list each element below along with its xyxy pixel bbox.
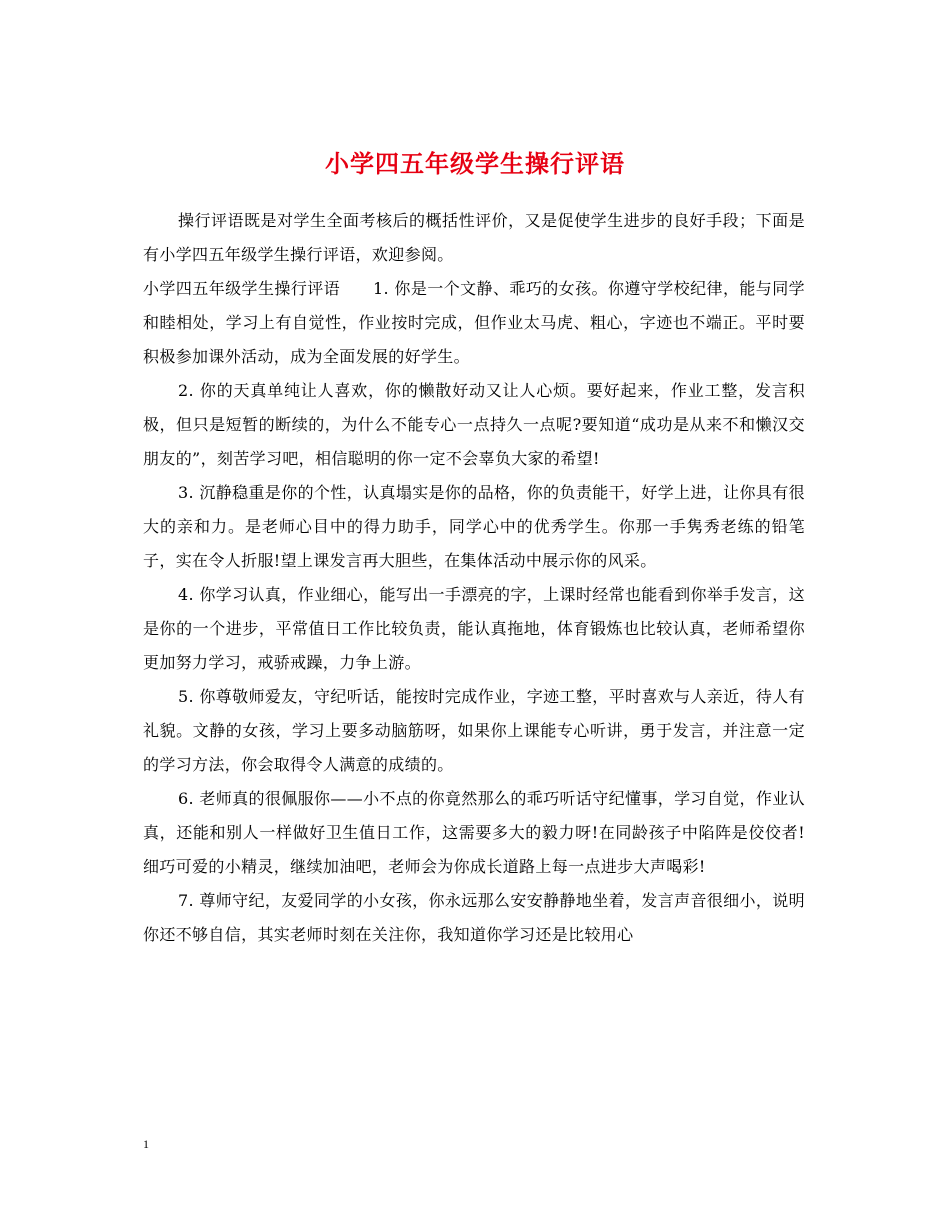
page-number: 1 — [143, 1137, 149, 1151]
comment-paragraph-2: 2. 你的天真单纯让人喜欢，你的懒散好动又让人心烦。要好起来，作业工整，发言积极，但只是短暂的断续的，为什么不能专心一点持久一点呢?要知道“成功是从来不和懒汉交朋友的”，刻苦学习吧，相信聪明的你一定不会辜负大家的希望! — [143, 381, 805, 468]
comment-paragraph-3: 3. 沉静稳重是你的个性，认真塌实是你的品格，你的负责能干，好学上进，让你具有很大的亲和力。是老师心目中的得力助手，同学心中的优秀学生。你那一手隽秀老练的铅笔子，实在令人折服!望上课发言再大胆些，在集体活动中展示你的风采。 — [143, 483, 805, 570]
comment-paragraph-1: 小学四五年级学生操行评语 1. 你是一个文静、乖巧的女孩。你遵守学校纪律，能与同学和睦相处，学习上有自觉性，作业按时完成，但作业太马虎、粗心，字迹也不端正。平时要积极参加课外活动，成为全面发展的好学生。 — [143, 279, 805, 366]
comment-paragraph-7: 7. 尊师守纪，友爱同学的小女孩，你永远那么安安静静地坐着，发言声音很细小，说明你还不够自信，其实老师时刻在关注你，我知道你学习还是比较用心 — [143, 891, 805, 944]
intro-paragraph: 操行评语既是对学生全面考核后的概括性评价，又是促使学生进步的良好手段；下面是有小学四五年级学生操行评语，欢迎参阅。 — [143, 211, 805, 264]
comment-paragraph-4: 4. 你学习认真，作业细心，能写出一手漂亮的字，上课时经常也能看到你举手发言，这是你的一个进步，平常值日工作比较负责，能认真拖地，体育锻炼也比较认真，老师希望你更加努力学习，戒骄戒躁，力争上游。 — [143, 585, 805, 672]
document-title: 小学四五年级学生操行评语 — [325, 149, 625, 179]
document-body — [143, 204, 805, 952]
comment-paragraph-5: 5. 你尊敬师爱友，守纪听话，能按时完成作业，字迹工整，平时喜欢与人亲近，待人有礼貌。文静的女孩，学习上要多动脑筋呀，如果你上课能专心听讲，勇于发言，并注意一定的学习方法，你会取得令人满意的成绩的。 — [143, 687, 805, 774]
comment-paragraph-6: 6. 老师真的很佩服你——小不点的你竟然那么的乖巧听话守纪懂事，学习自觉，作业认真，还能和别人一样做好卫生值日工作，这需要多大的毅力呀!在同龄孩子中陷阵是佼佼者!细巧可爱的小精灵，继续加油吧，老师会为你成长道路上每一点进步大声喝彩! — [143, 789, 805, 876]
